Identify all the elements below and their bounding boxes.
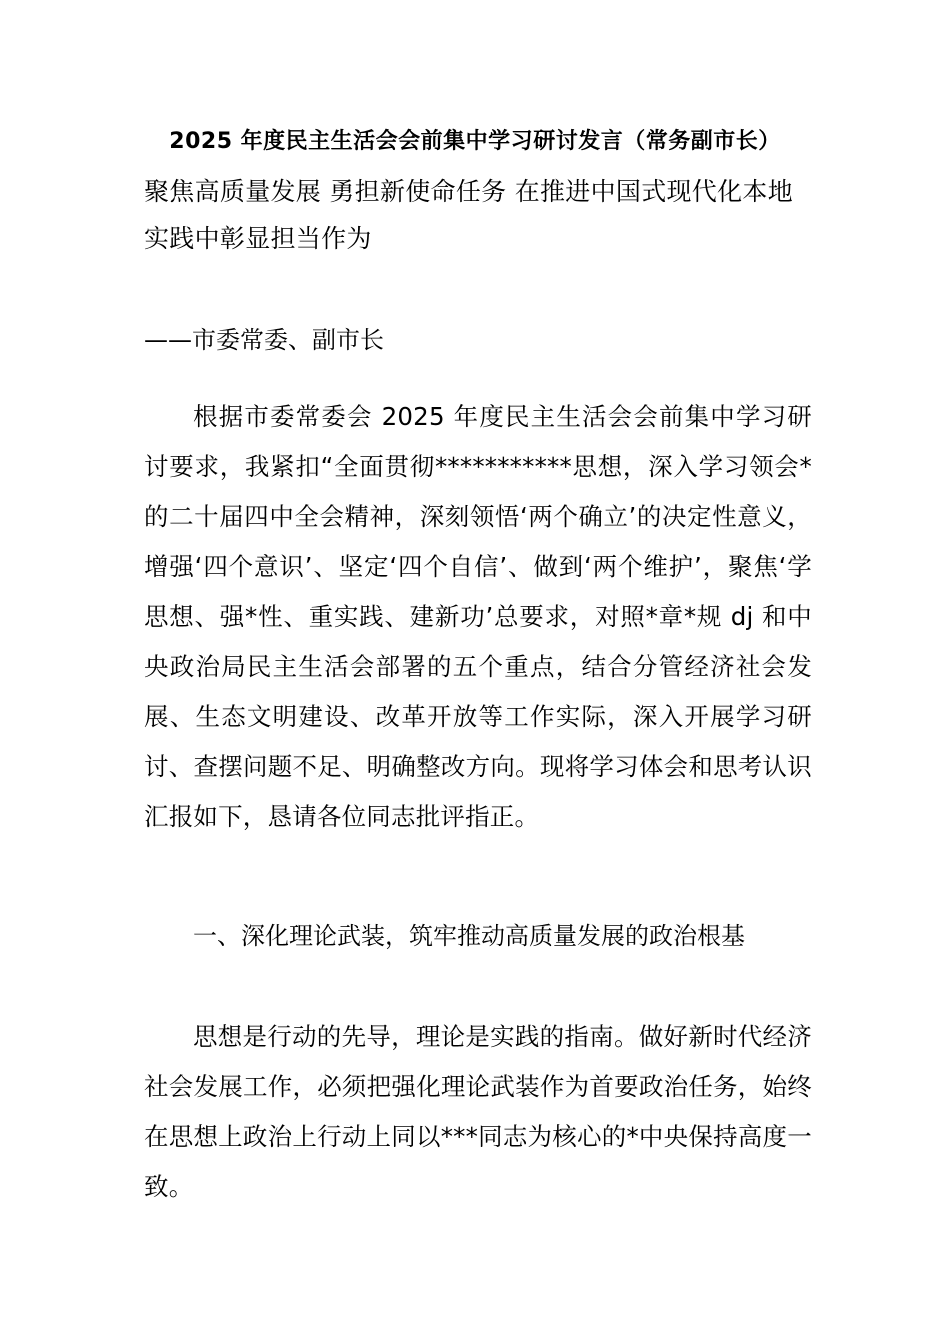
section-heading-1: 一、深化理论武装，筑牢推动高质量发展的政治根基	[193, 922, 745, 950]
author-line: ——市委常委、副市长	[144, 326, 384, 354]
intro-paragraph: 根据市委常委会 2025 年度民主生活会会前集中学习研讨要求，我紧扣“全面贯彻***********思想，深入学习领会*的二十届四中全会精神，深刻领悟‘两个确立’的决定性意义，增强‘四个意识’、坚定‘四个自信’、做到‘两个维护’，聚焦‘学思想、强*性、重实践、建新功’总要求，对照*章*规 dj 和中央政治局民主生活会部署的五个重点，结合分管经济社会发展、生态文明建设、改革开放等工作实际，深入开展学习研讨、查摆问题不足、明确整改方向。现将学习体会和思考认识汇报如下，恳请各位同志批评指正。	[144, 402, 812, 831]
document-subtitle: 聚焦高质量发展 勇担新使命任务 在推进中国式现代化本地实践中彰显担当作为	[144, 177, 793, 253]
section-1-paragraph: 思想是行动的先导，理论是实践的指南。做好新时代经济社会发展工作，必须把强化理论武装作为首要政治任务，始终在思想上政治上行动上同以***同志为核心的*中央保持高度一致。	[144, 1022, 812, 1201]
document-title: 2025 年度民主生活会会前集中学习研讨发言（常务副市长）	[169, 129, 781, 154]
